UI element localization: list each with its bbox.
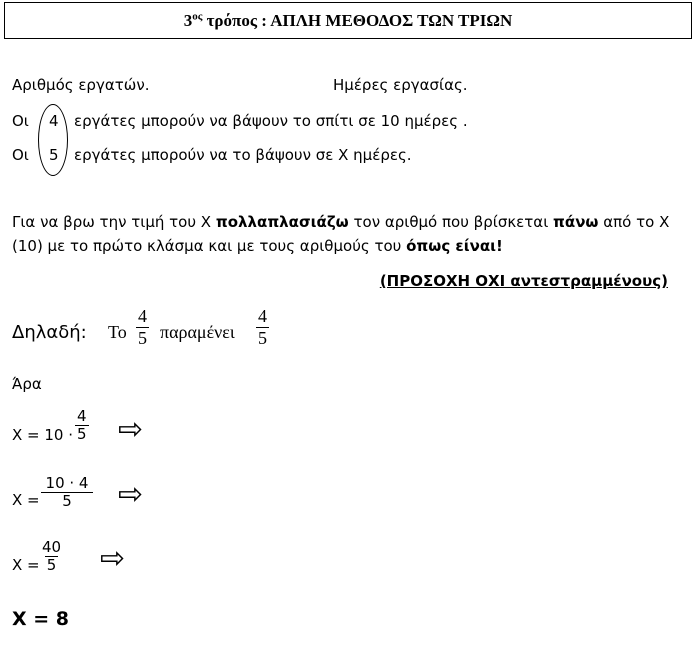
eq2-lhs: Χ = [12,491,40,509]
paragraph-line1: Για να βρω την τιμή του Χ πολλαπλασιάζω τον αριθμό που βρίσκεται πάνω από το Χ [12,213,670,231]
dilady-label: Δηλαδή: [12,322,87,343]
warning-note: (ΠΡΟΣΟΧΗ ΟΧΙ αντεστραμμένους) [379,272,668,290]
row1-number: 4 [49,112,59,130]
eq3-lhs: Χ = [12,556,40,574]
page-title: $3^{o\varsigma}$ τρόπος : ΑΠΛΗ ΜΕΘΟΔΟΣ ΤΩΝ ΤΡΙΩΝ [183,10,513,30]
dilady-to: Το [108,322,127,342]
paragraph-line2: (10) με το πρώτο κλάσμα και με τους αριθμούς του όπως είναι! [12,237,503,255]
eq2-arrow-icon: ⇨ [118,477,144,512]
dilady-fraction-2: $\frac{4}{5}$ [258,306,267,348]
eq1-fraction: $\frac{4}{5}$ [77,407,87,444]
result: Χ = 8 [12,608,70,630]
row1-text: εργάτες μπορούν να βάψουν το σπίτι σε 10 ημέρες . [74,112,468,130]
eq3-arrow-icon: ⇨ [100,541,126,576]
row2-prefix: Οι [12,146,29,164]
title-box [4,2,692,39]
eq3-fraction: $\frac{40}{5}$ [42,538,62,575]
ara-label: Άρα [12,375,42,393]
row2-number: 5 [49,146,59,164]
dilady-remains: παραμένει [160,322,235,342]
eq1-arrow-icon: ⇨ [118,412,144,447]
row2-text: εργάτες μπορούν να το βάψουν σε Χ ημέρες. [74,146,412,164]
days-header: Ημέρες εργασίας. [333,76,468,94]
dilady-fraction-1: $\frac{4}{5}$ [138,306,147,348]
eq1-lhs: Χ = 10 · [12,426,74,444]
eq2-fraction: $\frac{10 \cdot 4}{5}$ [41,475,93,511]
row1-prefix: Οι [12,112,29,130]
workers-header: Αριθμός εργατών. [12,76,150,94]
